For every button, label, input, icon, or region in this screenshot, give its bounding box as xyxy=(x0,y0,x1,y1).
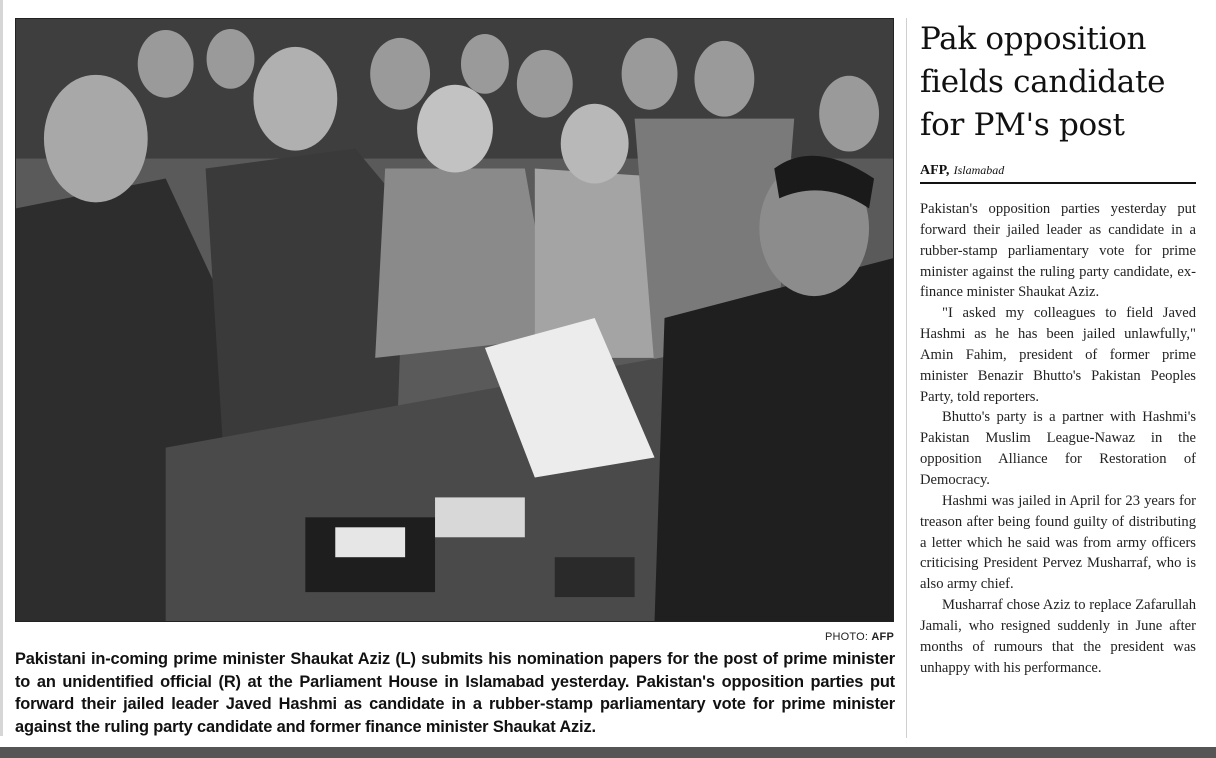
article-paragraph: "I asked my colleagues to field Javed Hashmi as he has been jailed unlawfully," Amin Fahim, president of former prime minister Benazir Bhutto's Pakistan Peoples Party, told reporters. xyxy=(920,305,1196,405)
photo-credit-source: AFP xyxy=(871,631,894,643)
news-photo xyxy=(15,18,894,622)
page-bottom-bar xyxy=(0,747,1216,758)
article-paragraph: Musharraf chose Aziz to replace Zafarullah Jamali, who resigned suddenly in June after months of rumours that the president was unhappy with his performance. xyxy=(920,597,1196,676)
article-body xyxy=(920,199,1196,678)
photo-caption: Pakistani in-coming prime minister Shaukat Aziz (L) submits his nomination papers for the post of prime minister to an unidentified official (R) at the Parliament House in Islamabad yesterday. Pakistan's opposition parties put forward their jailed leader Javed Hashmi as candidate in a rubber-stamp parliamentary vote for prime minister against the ruling party candidate and former finance minister Shaukat Aziz. xyxy=(15,650,895,736)
photo-credit-label: PHOTO: xyxy=(824,631,869,643)
article-byline xyxy=(920,163,1196,184)
photo-credit xyxy=(825,631,894,643)
article-paragraph: Hashmi was jailed in April for 23 years for treason after being found guilty of distributing a letter which he said was from army officers criticising President Pervez Musharraf, who is also army chief. xyxy=(920,492,1196,593)
article-paragraph: Bhutto's party is a partner with Hashmi's Pakistan Muslim League-Nawaz in the opposition Alliance for Restoration of Democracy. xyxy=(920,409,1196,488)
column-divider xyxy=(906,18,907,738)
article-paragraph: Pakistan's opposition parties yesterday put forward their jailed leader as candidate in a rubber-stamp parliamentary vote for prime minister against the ruling party candidate, ex-finance minister Shaukat Aziz. xyxy=(920,201,1196,301)
byline-agency: AFP, xyxy=(920,163,950,178)
news-photo-image xyxy=(16,19,893,621)
page-left-border xyxy=(0,0,3,736)
byline-place: Islamabad xyxy=(953,163,1005,177)
article-headline: Pak opposition fields candidate for PM's post xyxy=(920,21,1166,143)
